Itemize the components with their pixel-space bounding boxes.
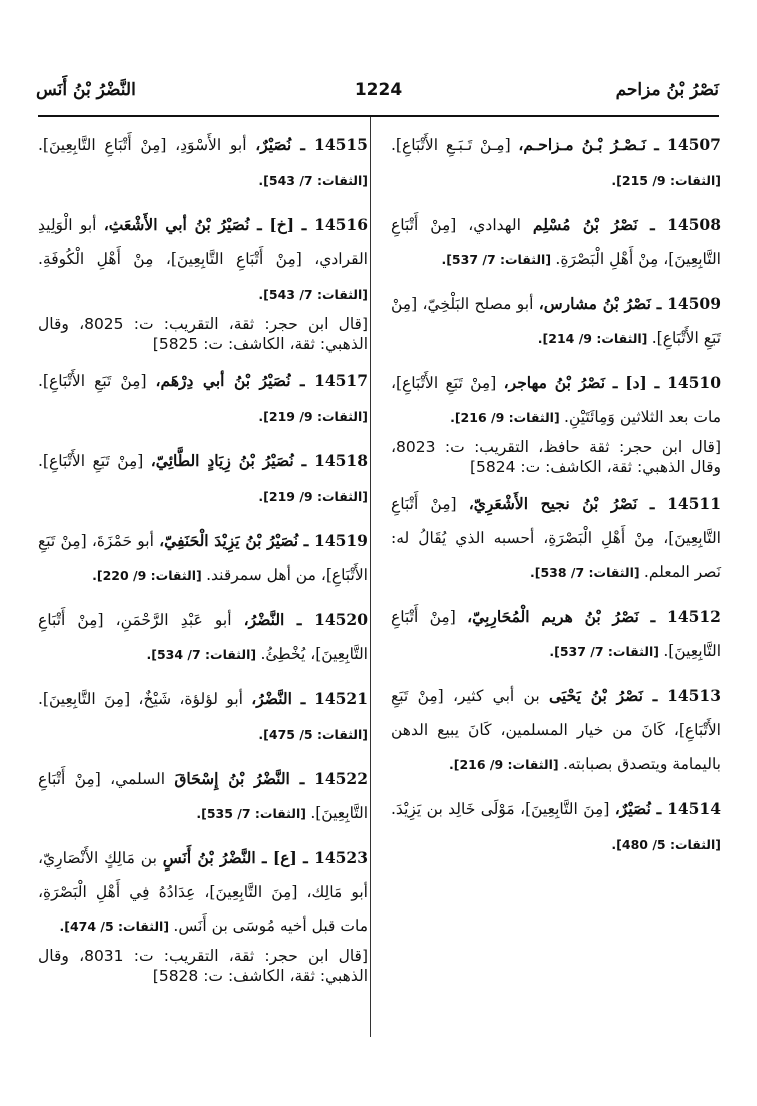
header-rule: [38, 115, 719, 117]
entry-body: [مِنْ أَتْبَاعِ التَّابِعِينَ].: [391, 608, 721, 660]
entry: [38, 364, 368, 434]
entry-text: [391, 792, 721, 862]
entry-reference: [الثقات: 9/ 215].: [611, 173, 721, 188]
entry-body: أبو مصلح البَلْخِيّ، [مِنْ تَبَعِ الأَتْبَاعِ].: [391, 295, 721, 347]
entry-text: [391, 679, 721, 782]
right-column: [391, 128, 721, 872]
entry: [38, 603, 368, 672]
entry-reference: [الثقات: 9/ 220].: [92, 568, 207, 583]
entry-reference: [الثقات: 5/ 475].: [258, 727, 368, 742]
entry-text: [38, 682, 368, 752]
entry-text: [391, 208, 721, 277]
entry-reference: [الثقات: 9/ 219].: [258, 409, 368, 424]
entry-text: [391, 487, 721, 590]
entry-reference: [الثقات: 7/ 543].: [258, 173, 368, 188]
entry-footnote: [قال ابن حجر: ثقة، التقريب: ت: 8031، وقال الذهبي: ثقة، الكاشف: ت: 5828]: [38, 947, 369, 985]
entry-reference: [الثقات: 7/ 538].: [529, 565, 644, 580]
column-divider: [370, 117, 371, 1037]
entry: [391, 600, 721, 669]
entry-heading: 14507 ـ نَـصْـرُ بْـنُ مـزاحـم،: [518, 135, 721, 154]
entry-text: [38, 762, 368, 831]
entry-heading: 14512 ـ نَصْرُ بْنُ هريم الْمُحَارِبِيّ،: [467, 607, 721, 626]
entry-text: [38, 128, 368, 198]
entry: [38, 762, 368, 831]
entry-reference: [الثقات: 7/ 534].: [146, 647, 261, 662]
entry-reference: [الثقات: 5/ 474].: [59, 919, 174, 934]
entry: [38, 682, 368, 752]
entry-body: [مِنْ أَتْبَاعِ التَّابِعِينَ]، مِنْ أَهْلِ الْبَصْرَةِ، أحسبه الذي يُقَالُ له: نَصر المعلم.: [391, 495, 721, 581]
entry-heading: 14516 ـ [خ] ـ نُصَيْرُ بْنُ أبي الأَشْعَثِ،: [103, 215, 369, 234]
entry-text: [391, 366, 721, 435]
entry: [38, 444, 368, 514]
entry-text: [391, 287, 721, 356]
entry-heading: 14508 ـ نَصْرُ بْنُ مُسْلِم: [532, 215, 721, 234]
entry-body: أبو حَمْزَةَ، [مِنْ تَبَعِ الأَتْبَاعِ]، من أهل سمرقند.: [38, 532, 368, 584]
entry-heading: 14514 ـ نُصَيْرٌ،: [614, 799, 721, 818]
entry-text: [38, 444, 368, 514]
entry-text: [391, 128, 721, 198]
entry: [391, 128, 721, 198]
entry-reference: [الثقات: 7/ 535].: [196, 806, 311, 821]
running-head-left: النَّضْرُ بْنُ أَنَس: [36, 80, 136, 100]
entry-body: [مِنَ التَّابِعِينَ]، مَوْلَى خَالِد بن يَزِيْدَ.: [391, 800, 615, 818]
entry-body: بن مَالِكٍ الأَنْصَارِيّ، أبو مَالِك، [مِنَ التَّابِعِينَ]، عِدَادُهُ فِي أَهْلِ الْبَصْرَةِ، مات قبل أخيه مُوسَى بن أَنَس.: [38, 849, 368, 935]
entry-reference: [الثقات: 9/ 216].: [449, 757, 563, 772]
entry-text: [391, 600, 721, 669]
entry-reference: [الثقات: 9/ 216].: [450, 410, 565, 425]
entry-text: [38, 208, 368, 312]
entry-body: [مِـنْ تَـبَـعِ الأَتْبَاعِ].: [391, 136, 519, 154]
entry: [38, 524, 368, 593]
entry: [391, 287, 721, 356]
page-header: [28, 80, 729, 108]
entry-heading: 14520 ـ النَّضْرُ،: [243, 610, 368, 629]
page-number: 1224: [354, 80, 403, 100]
entry-reference: [الثقات: 7/ 543].: [258, 287, 368, 302]
entry-text: [38, 603, 368, 672]
entry-heading: 14522 ـ النَّضْرُ بْنُ إِسْحَاقَ: [174, 769, 368, 788]
entry-heading: 14523 ـ [ع] ـ النَّضْرُ بْنُ أَنَسٍ: [162, 848, 368, 867]
entry-heading: 14510 ـ [د] ـ نَصْرُ بْنُ مهاجر،: [503, 373, 721, 392]
entry-body: [مِنْ تَبَعِ الأَتْبَاعِ].: [38, 452, 151, 470]
entry-heading: 14518 ـ نُصَيْرُ بْنُ زِيَادٍ الطَّائِيّ،: [150, 451, 368, 470]
entry-reference: [الثقات: 9/ 214].: [537, 331, 652, 346]
entry: [391, 487, 721, 590]
running-head-right: نَصْرُ بْنُ مزاحم: [615, 80, 719, 100]
entry-heading: 14517 ـ نُصَيْرُ بْنُ أبي دِرْهَم،: [155, 371, 368, 390]
entry-body: بن أبي كثير، [مِنْ تَبَعِ الأَتْبَاعِ]، كَانَ من خيار المسلمين، كَانَ يبيع الدهن باليمامة ويتصدق بصبابته.: [391, 687, 721, 773]
entry-heading: 14513 ـ نَصْرُ بْنُ يَحْيَى: [548, 686, 721, 705]
entry-text: [38, 524, 368, 593]
entry-body: أبو الْوَلِيدِ القرادي، [مِنْ أَتْبَاعِ التَّابِعِينَ]، مِنْ أَهْلِ الْكُوفَةِ.: [38, 216, 368, 268]
entry-reference: [الثقات: 5/ 480].: [611, 837, 721, 852]
entry-body: السلمي، [مِنْ أَتْبَاعِ التَّابِعِينَ].: [38, 770, 368, 822]
entry-footnote: [قال ابن حجر: ثقة، التقريب: ت: 8025، وقال الذهبي: ثقة، الكاشف: ت: 5825]: [38, 315, 369, 353]
entry-body: أبو عَبْدِ الرَّحْمَنِ، [مِنْ أَتْبَاعِ التَّابِعِينَ]، يُخْطِئُ.: [38, 611, 368, 663]
entry: [38, 841, 368, 986]
entry-body: أبو الأَسْوَدِ، [مِنْ أَتْبَاعِ التَّابِعِينَ].: [38, 136, 256, 154]
entry-reference: [الثقات: 9/ 219].: [258, 489, 368, 504]
entry-heading: 14521 ـ النَّضْرُ،: [251, 689, 368, 708]
entry-body: [مِنْ تَبَعِ الأَتْبَاعِ].: [38, 372, 156, 390]
entry: [391, 208, 721, 277]
entry: [391, 679, 721, 782]
entry-footnote: [قال ابن حجر: ثقة حافظ، التقريب: ت: 8023، وقال الذهبي: ثقة، الكاشف: ت: 5824]: [391, 438, 721, 476]
entry-body: أبو لؤلؤة، شَيْخٌ، [مِنَ التَّابِعِينَ].: [38, 690, 252, 708]
left-column: [38, 128, 368, 996]
entry-reference: [الثقات: 7/ 537].: [441, 252, 556, 267]
entry-heading: 14515 ـ نُصَيْرٌ،: [255, 135, 368, 154]
entry: [391, 366, 721, 477]
entry-heading: 14519 ـ نُصَيْرُ بْنُ يَزِيْدَ الْحَنَفِيّ،: [159, 531, 368, 550]
entry-text: [38, 364, 368, 434]
entry: [391, 792, 721, 862]
entry-reference: [الثقات: 7/ 537].: [549, 644, 664, 659]
entry-heading: 14511 ـ نَصْرُ بْنُ نجيح الأَشْعَرِيّ،: [468, 494, 721, 513]
entry-text: [38, 841, 368, 944]
entry-body: الهدادي، [مِنْ أَتْبَاعِ التَّابِعِينَ]، مِنْ أَهْلِ الْبَصْرَةِ.: [391, 216, 721, 268]
entry: [38, 128, 368, 198]
entry-heading: 14509 ـ نَصْرُ بْنُ مشارس،: [538, 294, 721, 313]
entry: [38, 208, 368, 354]
entry-body: [مِنْ تَبَعِ الأَتْبَاعِ]، مات بعد الثلاثين وَمِائَتَيْنِ.: [391, 374, 721, 426]
